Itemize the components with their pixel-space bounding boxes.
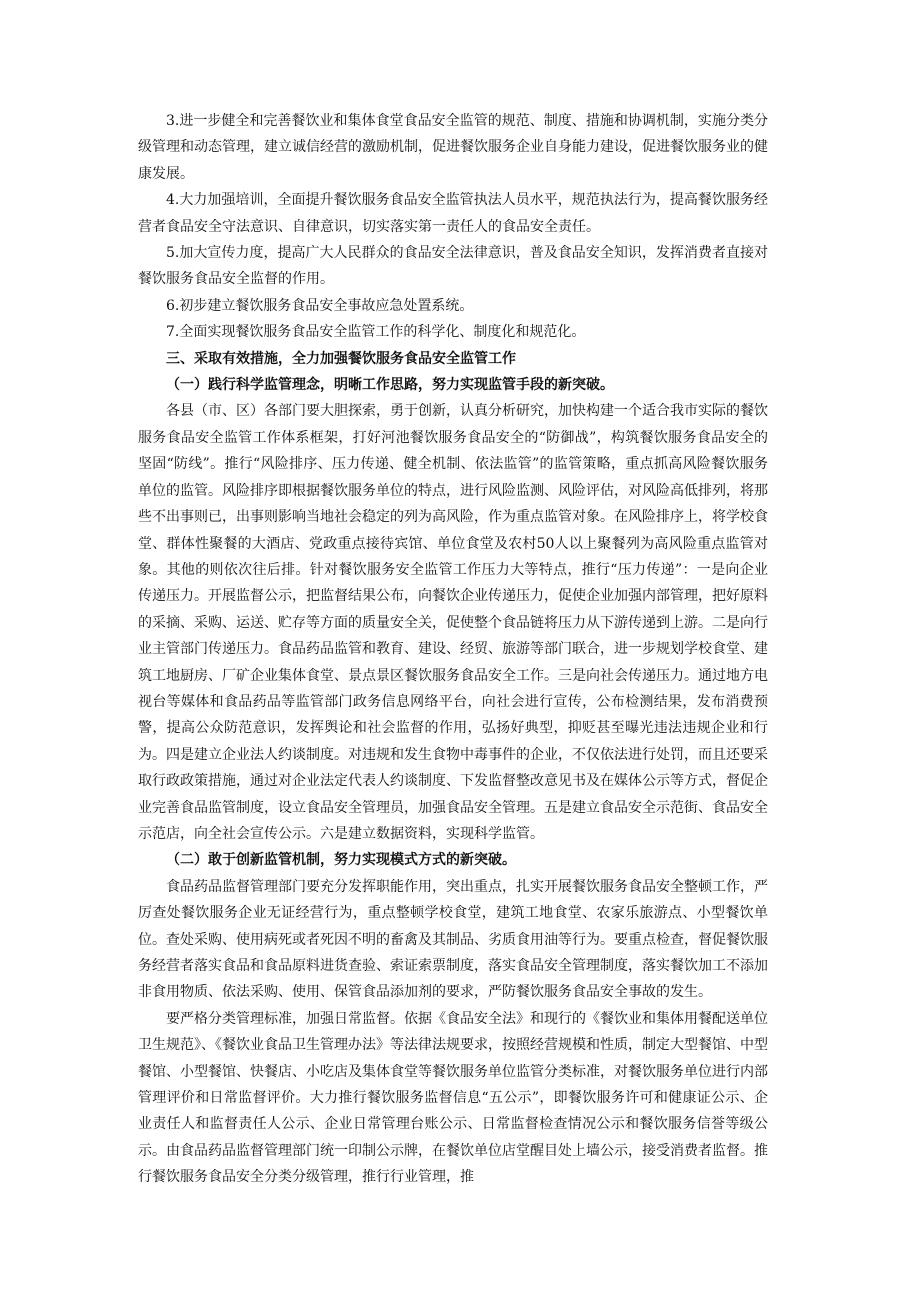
section-heading: 三、采取有效措施，全力加强餐饮服务食品安全监管工作: [166, 350, 516, 367]
paragraph-item-5: 5.加大宣传力度，提高广大人民群众的食品安全法律意识，普及食品安全知识，发挥消费者直接对餐饮服务食品安全监督的作用。: [138, 245, 768, 288]
paragraph-item-6: 6.初步建立餐饮服务食品安全事故应急处置系统。: [166, 297, 474, 314]
body-paragraph-3: 要严格分类管理标准，加强日常监督。依据《食品安全法》和现行的《餐饮业和集体用餐配送单位卫生规范》、《餐饮业食品卫生管理办法》等法律法规要求，按照经营规模和性质，制定大型餐馆、中型餐馆、小型餐馆、快餐店、小吃店及集体食堂等餐饮服务单位监管分类标准，对餐饮服务单位进行内部管理评价和日常监督评价。大力推行餐饮服务监督信息“五公示”，即餐饮服务许可和健康证公示、企业责任人和监督责任人公示、企业日常管理台账公示、日常监督检查情况公示和餐饮服务信誉等级公示。由食品药品监督管理部门统一印制公示牌，在餐饮单位店堂醒目处上墙公示，接受消费者监督。推行餐饮服务食品安全分类分级管理，推行行业管理，推: [138, 1010, 768, 1186]
subsection-heading-1: （一）践行科学监管理念，明晰工作思路，努力实现监管手段的新突破。: [166, 377, 614, 394]
body-paragraph-1: 各县（市、区）各部门要大胆探索，勇于创新，认真分析研究，加快构建一个适合我市实际的餐饮服务食品安全监管工作体系框架，打好河池餐饮服务食品安全的“防御战”，构筑餐饮服务食品安全的坚固“防线”。推行“风险排序、压力传递、健全机制、依法监管”的监管策略，重点抓高风险餐饮服务单位的监管。风险排序即根据餐饮服务单位的特点，进行风险监测、风险评估，对风险高低排列，将那些不出事则已，出事则影响当地社会稳定的列为高风险，作为重点监管对象。在风险排序上，将学校食堂、群体性聚餐的大酒店、党政重点接待宾馆、单位食堂及农村50人以上聚餐列为高风险重点监管对象。其他的则依次往后排。针对餐饮服务安全监管工作压力大等特点，推行“压力传递”：一是向企业传递压力。开展监督公示，把监督结果公布，向餐饮企业传递压力，促使企业加强内部管理，把好原料的采摘、采购、运送、贮存等方面的质量安全关，促使整个食品链将压力从下游传递到上游。二是向行业主管部门传递压力。食品药品监管和教育、建设、经贸、旅游等部门联合，进一步规划学校食堂、建筑工地厨房、厂矿企业集体食堂、景点景区餐饮服务食品安全工作。三是向社会传递压力。通过地方电视台等媒体和食品药品等监管部门政务信息网络平台，向社会进行宣传，公布检测结果，发布消费预警，提高公众防范意识，发挥舆论和社会监督的作用，弘扬好典型，抑贬甚至曝光违法违规企业和行为。四是建立企业法人约谈制度。对违规和发生食物中毒事件的企业，不仅依法进行处罚，而且还要采取行政政策措施，通过对企业法定代表人约谈制度、下发监督整改意见书及在媒体公示等方式，督促企业完善食品监管制度，设立食品安全管理员，加强食品安全管理。五是建立食品安全示范街、食品安全示范店，向全社会宣传公示。六是建立数据资料，实现科学监管。: [138, 403, 768, 842]
paragraph-item-4: 4.大力加强培训，全面提升餐饮服务食品安全监管执法人员水平，规范执法行为，提高餐饮服务经营者食品安全守法意识、自律意识，切实落实第一责任人的食品安全责任。: [138, 192, 768, 235]
body-paragraph-2: 食品药品监督管理部门要充分发挥职能作用，突出重点，扎实开展餐饮服务食品安全整顿工作，严厉查处餐饮服务企业无证经营行为，重点整顿学校食堂，建筑工地食堂、农家乐旅游点、小型餐饮单位。查处采购、使用病死或者死因不明的畜禽及其制品、劣质食用油等行为。要重点检查，督促餐饮服务经营者落实食品和食品原料进货查验、索证索票制度，落实食品安全管理制度，落实餐饮加工不添加非食用物质、依法采购、使用、保管食品添加剂的要求，严防餐饮服务食品安全事故的发生。: [138, 878, 768, 1001]
paragraph-item-3: 3.进一步健全和完善餐饮业和集体食堂食品安全监管的规范、制度、措施和协调机制，实施分类分级管理和动态管理，建立诚信经营的激励机制，促进餐饮服务企业自身能力建设，促进餐饮服务业的健康发展。: [138, 113, 768, 182]
subsection-heading-2: （二）敢于创新监管机制，努力实现模式方式的新突破。: [166, 852, 516, 869]
paragraph-item-7: 7.全面实现餐饮服务食品安全监管工作的科学化、制度化和规范化。: [166, 324, 586, 341]
